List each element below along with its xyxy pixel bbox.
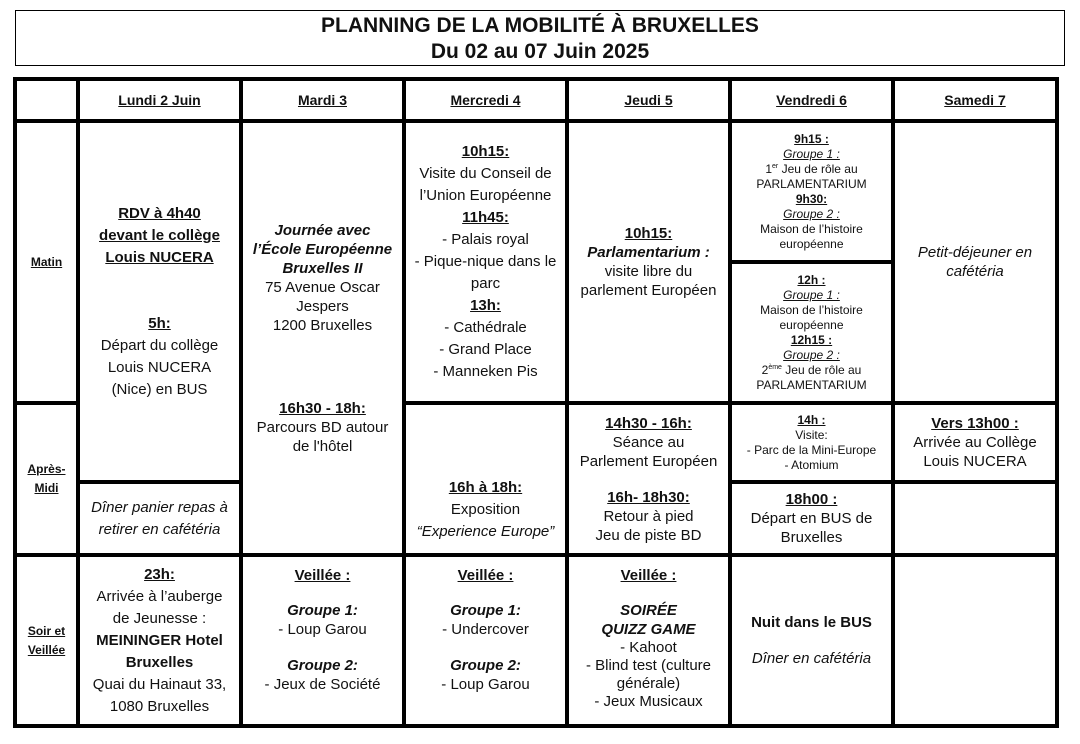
hotel-name: MEININGER Hotel [96,631,223,649]
activity-text: parc [470,275,501,292]
header-day-lundi [76,77,243,123]
activity-title: Nuit dans le BUS [751,613,872,631]
activity-text: Départ du collège [100,336,219,354]
address-text: Jespers [296,298,349,315]
activity-text: Visite du Conseil de [419,165,552,182]
activity-title: Bruxelles II [282,260,363,277]
mardi-soir-cell [239,553,406,728]
activity-title: Journée avec [274,222,371,239]
activity-text: PARLAMENTARIUM [756,377,867,392]
row-label-text: Matin [30,254,63,269]
group-label: Groupe 2 : [783,206,840,221]
activity-text: générale) [616,675,681,692]
activity-text: Dîner en cafétéria [751,649,872,667]
activity-text: l’Union Européenne [419,187,552,204]
day-label: Samedi 7 [944,92,1006,108]
activity-text [762,363,862,378]
address-text: 75 Avenue Oscar [265,279,380,296]
address-text: 1200 Bruxelles [272,317,373,334]
time-label: Vers 13h00 : [931,415,1019,432]
vendredi-apres-midi-cell [728,401,895,484]
ordinal-suffix: ème [768,363,782,371]
activity-text: - Loup Garou [441,676,530,693]
activity-text: Parcours BD autour [256,419,389,436]
activity-text: - Jeux Musicaux [594,693,703,710]
group-label: Groupe 1 : [783,146,840,161]
group-label: Groupe 2: [287,657,358,674]
activity-text: européenne [779,317,844,332]
veillee-title: Veillée : [294,567,351,584]
samedi-apres-midi-cell [891,401,1059,484]
activity-text: - Blind test (culture [585,657,712,674]
header-day-mardi [239,77,406,123]
jeudi-matin-cell [565,119,732,405]
activity-text: Dîner panier repas à [91,498,228,516]
activity-text: visite libre du [604,263,693,280]
time-label: 13h: [470,297,501,314]
page-title-box [15,10,1065,66]
ordinal-number: 1 [765,161,773,176]
day-label: Mercredi 4 [450,92,521,108]
header-day-samedi [891,77,1059,123]
row-label-text: Veillée [27,642,66,657]
time-label: 5h: [148,314,171,332]
row-label-text: Soir et [27,623,66,638]
activity-text: retirer en cafétéria [98,520,221,538]
jeudi-apres-midi-cell [565,401,732,557]
activity-text: Visite: [795,427,828,442]
activity-text: - Palais royal [442,231,529,248]
activity-text: - Kahoot [620,639,677,656]
ordinal-number: 2 [761,362,769,377]
activity-text: - Pique-nique dans le [414,253,557,270]
time-label: 16h- 18h30: [607,488,690,506]
activity-text: Jeu de piste BD [595,526,702,544]
lundi-soir-cell [76,553,243,728]
time-label: 10h15: [624,225,673,242]
jeudi-soir-cell [565,553,732,728]
day-label: Mardi 3 [297,92,347,108]
group-label: Groupe 1 : [783,287,840,302]
day-label: Lundi 2 Juin [118,92,201,108]
activity-text: Départ en BUS de [750,510,873,527]
activity-text: de l'hôtel [292,438,353,455]
activity-text: parlement Européen [580,282,717,299]
day-label: Vendredi 6 [776,92,847,108]
row-label-apres-midi [13,401,80,557]
row-label-matin [13,119,80,405]
day-label: Jeudi 5 [624,92,673,108]
time-label: 9h15 : [794,131,829,146]
activity-text: - Cathédrale [444,319,527,336]
activity-text: - Jeux de Société [264,676,381,693]
activity-text: - Loup Garou [278,621,367,638]
time-label: 18h00 : [785,491,838,508]
activity-text: Arrivée à l’auberge [96,587,223,605]
group-label: Groupe 2 : [783,347,840,362]
address-text: 1080 Bruxelles [109,697,210,715]
time-label: 9h30: [795,191,828,206]
activity-text: Maison de l’histoire [760,302,863,317]
time-label: 16h à 18h: [448,479,523,496]
row-label-text: Midi [34,481,59,495]
activity-text: Séance au [612,433,685,451]
vendredi-matin-b-cell [728,260,895,405]
header-day-jeudi [565,77,732,123]
row-label-text: Après- [27,462,66,476]
address-text: Quai du Hainaut 33, [92,675,227,693]
time-label: 11h45: [462,209,509,226]
activity-text: Louis NUCERA [107,358,212,376]
activity-text: - Manneken Pis [433,363,538,380]
activity-text: de Jeunesse : [112,609,207,627]
hotel-name: Bruxelles [125,653,194,671]
activity-text: cafétéria [946,263,1004,280]
samedi-empty-cell [891,480,1059,557]
mercredi-soir-cell [402,553,569,728]
rdv-text: Louis NUCERA [105,248,214,266]
activity-text: Exposition [450,501,521,518]
veillee-title: Veillée : [457,567,514,584]
row-label-soir [13,553,80,728]
activity-text: Jeu de rôle au [778,161,858,176]
activity-text: Louis NUCERA [923,453,1027,470]
rdv-text: devant le collège [99,226,220,244]
page-title: PLANNING DE LA MOBILITÉ À BRUXELLES [321,14,759,37]
group-label: Groupe 1: [287,602,358,619]
mercredi-apres-midi-cell [402,401,569,557]
activity-title: Parlamentarium : [587,244,710,261]
lundi-diner-cell [76,480,243,557]
page-subtitle: Du 02 au 07 Juin 2025 [430,40,650,63]
activity-text: Parlement Européen [579,452,718,470]
activity-text: (Nice) en BUS [111,380,208,398]
activity-text: PARLAMENTARIUM [756,176,867,191]
mercredi-matin-cell [402,119,569,405]
rdv-text: RDV à 4h40 [118,204,201,222]
soiree-title: QUIZZ GAME [601,621,696,638]
activity-text: Retour à pied [603,507,694,525]
activity-text [765,162,857,177]
time-label: 16h30 - 18h: [279,400,366,417]
activity-text: - Undercover [442,621,529,638]
time-label: 12h : [797,272,826,287]
time-label: 14h : [797,412,826,427]
ordinal-suffix: er [772,162,779,170]
activity-text: - Grand Place [439,341,532,358]
time-label: 23h: [144,565,175,583]
header-day-mercredi [402,77,569,123]
activity-text: Arrivée au Collège [913,434,1037,451]
header-day-vendredi [728,77,895,123]
header-corner [13,77,80,123]
group-label: Groupe 2: [450,657,521,674]
samedi-soir-cell [891,553,1059,728]
activity-text: - Atomium [784,457,839,472]
activity-title: l’École Européenne [252,241,393,258]
lundi-matin-cell [76,119,243,484]
time-label: 10h15: [461,143,510,160]
activity-text: - Parc de la Mini-Europe [746,442,877,457]
group-label: Groupe 1: [450,602,521,619]
time-label: 14h30 - 16h: [605,414,692,432]
vendredi-matin-a-cell [728,119,895,264]
activity-text: “Experience Europe” [416,523,555,540]
vendredi-soir-cell [728,553,895,728]
activity-text: Jeu de rôle au [781,362,862,377]
mardi-jour-cell [239,119,406,557]
activity-text: Petit-déjeuner en [917,244,1033,261]
time-label: 12h15 : [790,332,833,347]
activity-text: européenne [779,236,844,251]
samedi-matin-cell [891,119,1059,405]
activity-text: Maison de l’histoire [760,221,863,236]
activity-text: Bruxelles [780,529,843,546]
soiree-title: SOIRÉE [620,602,677,619]
veillee-title: Veillée : [620,567,677,584]
vendredi-depart-cell [728,480,895,557]
